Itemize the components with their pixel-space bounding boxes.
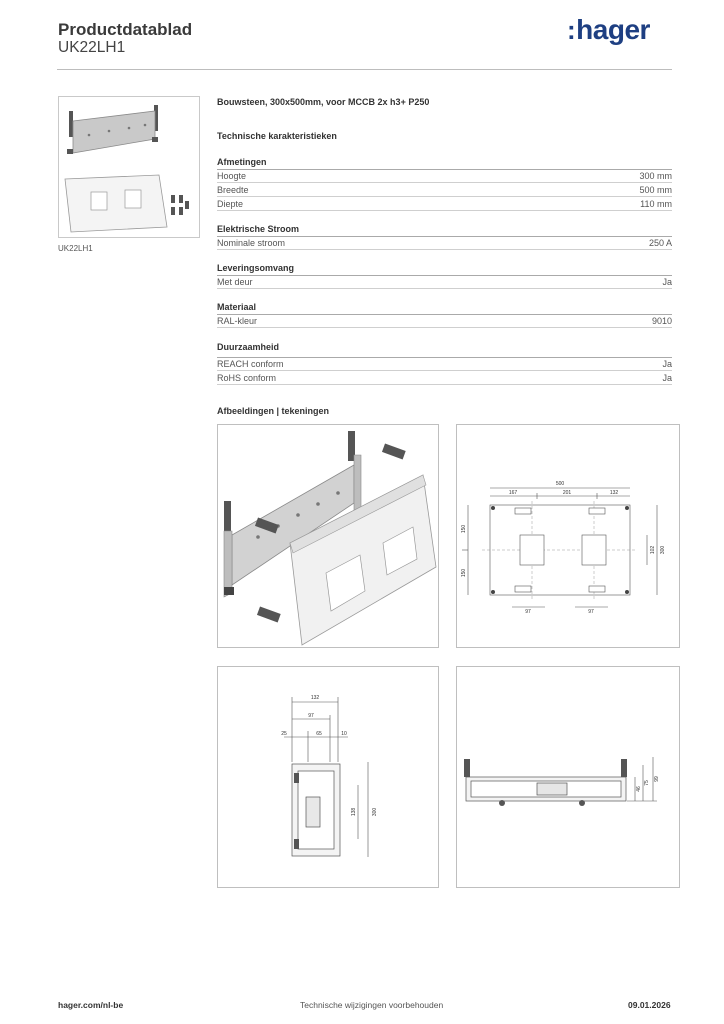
product-description: Bouwsteen, 300x500mm, voor MCCB 2x h3+ P250 (217, 97, 430, 107)
table-row (217, 169, 672, 183)
dim-right: 10 (341, 731, 347, 737)
images-heading: Afbeeldingen | tekeningen (217, 406, 330, 416)
document-title: Productdatablad (58, 20, 193, 39)
row-label: RoHS conform (217, 372, 277, 383)
dim-seg1: 167 (508, 490, 518, 496)
row-value: Ja (662, 359, 672, 369)
end-view-drawing (456, 666, 680, 888)
dim-h1: 46 (636, 786, 642, 792)
cover-plate-icon (65, 175, 167, 232)
table-row (217, 236, 672, 250)
footer-disclaimer: Technische wijzigingen voorbehouden (300, 1000, 444, 1010)
section-title-leveringsomvang: Leveringsomvang (217, 263, 295, 273)
section-title-afmetingen: Afmetingen (217, 157, 267, 167)
row-label: Met deur (217, 277, 253, 287)
product-thumbnail (58, 96, 200, 238)
section-table-leveringsomvang (217, 275, 672, 289)
section-title-duurzaamheid: Duurzaamheid (217, 342, 280, 352)
logo-dots: : (567, 15, 576, 45)
table-row (217, 183, 672, 197)
row-value: 500 mm (639, 184, 672, 195)
row-label: Nominale stroom (217, 238, 286, 248)
table-row (217, 314, 672, 328)
row-label: Breedte (217, 184, 249, 195)
footer-date: 09.01.2026 (628, 1000, 671, 1010)
section-table-duurzaamheid (217, 357, 672, 385)
mounting-rail-icon (67, 105, 158, 154)
dim-h3: 99 (654, 776, 660, 782)
dim-second: 97 (308, 713, 314, 719)
row-label: REACH conform (217, 359, 284, 369)
footer-website[interactable]: hager.com/nl-be (58, 1000, 124, 1010)
row-label: Diepte (217, 198, 244, 209)
table-row (217, 357, 672, 371)
row-value: Ja (662, 372, 672, 383)
dim-left: 25 (281, 731, 287, 737)
hager-logo (567, 14, 650, 46)
section-table-elektrische-stroom (217, 236, 672, 250)
row-value: 300 mm (639, 171, 672, 181)
row-value: 110 mm (640, 198, 672, 209)
dim-upper: 150 (461, 524, 467, 534)
product-isometric-image (217, 424, 439, 648)
section-title-materiaal: Materiaal (217, 302, 257, 312)
clips-icon (171, 195, 189, 215)
table-row (217, 197, 672, 211)
section-table-afmetingen (217, 169, 672, 211)
dim-bottom2: 97 (588, 609, 594, 615)
dim-h2: 75 (644, 780, 650, 786)
table-row (217, 371, 672, 385)
dim-inner-height: 138 (351, 807, 357, 817)
dim-lower: 150 (461, 568, 467, 578)
row-value: 250 A (648, 238, 672, 248)
header-divider (57, 69, 672, 70)
dim-bottom1: 97 (525, 609, 531, 615)
section-title-elektrische-stroom: Elektrische Stroom (217, 224, 300, 234)
logo-text: hager (576, 14, 650, 45)
thumbnail-caption: UK22LH1 (58, 244, 93, 253)
row-value: 9010 (651, 316, 672, 326)
dim-top: 132 (310, 695, 320, 701)
row-label: RAL-kleur (217, 316, 258, 326)
product-code: UK22LH1 (58, 39, 126, 56)
dim-total-height: 300 (660, 545, 666, 555)
dim-total-width: 500 (555, 481, 565, 487)
dim-mid: 65 (316, 731, 322, 737)
front-dimension-drawing (456, 424, 680, 648)
table-row (217, 275, 672, 289)
dim-seg3: 132 (609, 490, 619, 496)
row-value: Ja (662, 277, 672, 287)
side-dimension-drawing (217, 666, 439, 888)
specs-heading: Technische karakteristieken (217, 131, 337, 141)
dim-seg2: 201 (562, 490, 572, 496)
section-table-materiaal (217, 314, 672, 328)
row-label: Hoogte (217, 171, 247, 181)
dim-total-height: 300 (372, 807, 378, 817)
dim-center: 102 (650, 545, 656, 555)
